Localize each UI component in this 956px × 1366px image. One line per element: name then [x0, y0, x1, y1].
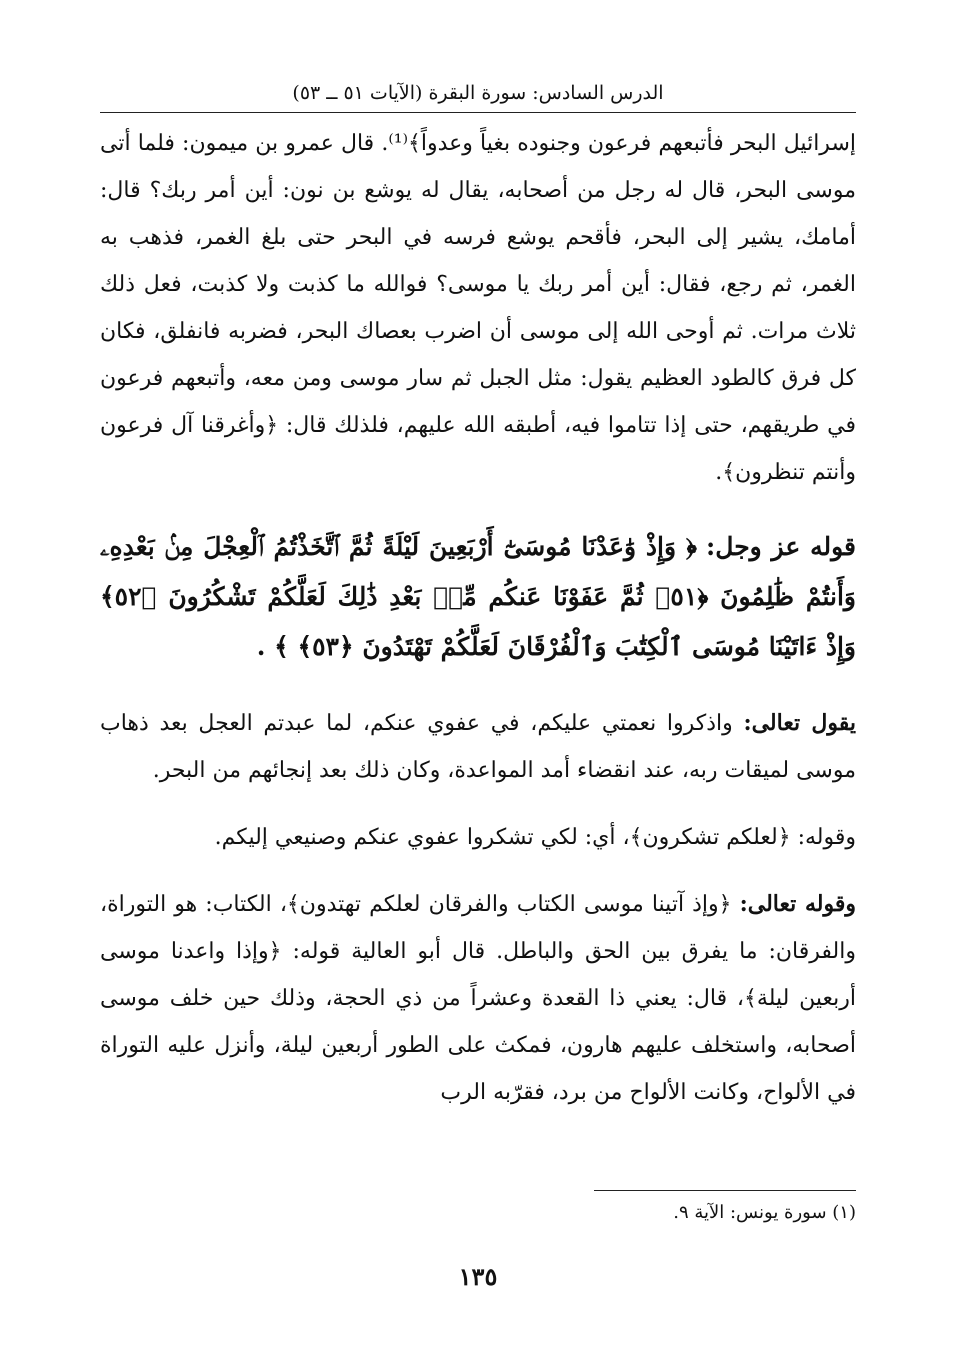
- main-text: [100, 120, 856, 1136]
- verse-label: قوله عز وجل:: [706, 532, 856, 561]
- paragraph-2: [100, 700, 856, 794]
- header-divider: [100, 112, 856, 113]
- footnote: (١) سورة يونس: الآية ٩.: [673, 1202, 856, 1223]
- page-number: ١٣٥: [458, 1262, 498, 1291]
- paragraph-3: وقوله: ﴿لعلكم تشكرون﴾، أي: لكي تشكروا عفوي عنكم وصنيعي إليكم.: [214, 825, 856, 850]
- verse-text: ﴿ وَإِذْ وَٰعَدْنَا مُوسَىٰٓ أَرْبَعِينَ لَيْلَةً ثُمَّ ٱتَّخَذْتُمُ ٱلْعِجْلَ مِنۢ بَعْدِهِۦ وَأَنتُمْ ظَٰلِمُونَ ﴿٥١﴾ ثُمَّ عَفَوْنَا عَنكُم مِّنۢ بَعْدِ ذَٰلِكَ لَعَلَّكُمْ تَشْكُرُونَ ﴿٥٢﴾ وَإِذْ ءَاتَيْنَا مُوسَى ٱلْكِتَٰبَ وَٱلْفُرْقَانَ لَعَلَّكُمْ تَهْتَدُونَ ﴿٥٣﴾ ﴾ .: [100, 532, 856, 661]
- running-header: الدرس السادس: سورة البقرة (الآيات ٥١ ــ ٥٣): [292, 82, 664, 104]
- paragraph-4-text: ﴿وإذ آتينا موسى الكتاب والفرقان لعلكم تهتدون﴾، الكتاب: هو التوراة، والفرقان: ما يفرق بين الحق والباطل. قال أبو العالية قوله: ﴿وإذا واعدنا موسى أربعين ليلة﴾، قال: يعني ذا القعدة وعشراً من ذي الحجة، وذلك حين خلف موسى أصحابه، واستخلف عليهم هارون، فمكث على الطور أربعين ليلة، وأنزل عليه التوراة في الألواح، وكانت الألواح من برد، فقرّبه الرب: [100, 892, 856, 1105]
- paragraph-2-label: يقول تعالى:: [743, 710, 856, 736]
- paragraph-4: [100, 881, 856, 1116]
- footnote-divider: [594, 1190, 856, 1191]
- paragraph-4-label: وقوله تعالى:: [739, 891, 856, 917]
- paragraph-2-text: واذكروا نعمتي عليكم، في عفوي عنكم، لما عبدتم العجل بعد ذهاب موسى لميقات ربه، عند انقضاء أمد المواعدة، وكان ذلك بعد إنجائهم من البحر.: [100, 711, 856, 783]
- quran-verse-block: [100, 522, 856, 672]
- intro-paragraph: إسرائيل البحر فأتبعهم فرعون وجنوده بغياً وعدواً﴾⁽¹⁾. قال عمرو بن ميمون: فلما أتى موسى البحر، قال له رجل من أصحابه، يقال له يوشع بن نون: أين أمر ربك؟ قال: أمامك، يشير إلى البحر، فأقحم يوشع فرسه في البحر حتى بلغ الغمر، فذهب به الغمر، ثم رجع، فقال: أين أمر ربك يا موسى؟ فوالله ما كذبت ولا كذبت، فعل ذلك ثلاث مرات. ثم أوحى الله إلى موسى أن اضرب بعصاك البحر، فضربه فانفلق، فكان كل فرق كالطود العظيم يقول: مثل الجبل ثم سار موسى ومن معه، وأتبعهم فرعون في طريقهم، حتى إذا تتاموا فيه، أطبقه الله عليهم، فلذلك قال: ﴿وأغرقنا آل فرعون وأنتم تنظرون﴾.: [100, 131, 856, 485]
